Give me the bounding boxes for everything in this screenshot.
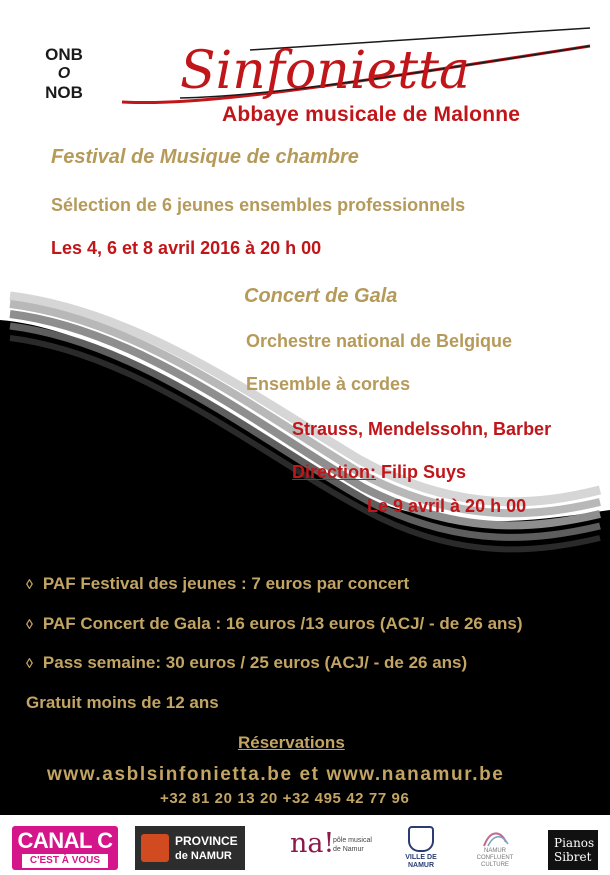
province-crest-icon	[141, 834, 169, 862]
gala-ensemble: Ensemble à cordes	[246, 374, 411, 394]
reservations-heading: Réservations	[238, 733, 345, 752]
paf-gala-text: PAF Concert de Gala : 16 euros /13 euros (ACJ/ - de 26 ans)	[42, 614, 523, 633]
namur-confluent-logo	[470, 826, 520, 869]
pianos-line1: Pianos	[554, 836, 595, 850]
sinfonietta-logo-text: Sinfonietta	[180, 41, 470, 101]
diamond-bullet-icon: ◊	[26, 616, 33, 632]
na-logo-mark: na!	[290, 828, 335, 859]
paf-festival-item	[26, 574, 409, 594]
venue-subtitle: Abbaye musicale de Malonne	[222, 103, 521, 126]
free-entry-text: Gratuit moins de 12 ans	[26, 693, 219, 712]
canal-c-tagline: C'EST À VOUS	[22, 854, 108, 868]
ville-namur-logo	[404, 826, 438, 870]
onb-separator: O	[57, 65, 71, 82]
pianos-sibret-logo	[548, 830, 598, 870]
province-namur-logo	[135, 826, 245, 870]
nob-text: NOB	[45, 83, 83, 102]
na-logo	[290, 828, 372, 859]
pianos-text	[554, 836, 594, 864]
confluent-caption: NAMUR CONFLUENT CULTURE	[476, 848, 514, 868]
pass-item	[26, 653, 467, 673]
diamond-bullet-icon: ◊	[26, 655, 33, 671]
ville-caption: VILLE DE NAMUR	[405, 854, 437, 869]
paf-festival-text: PAF Festival des jeunes : 7 euros par concert	[42, 574, 410, 593]
province-line1: PROVINCE	[175, 834, 238, 848]
pianos-line2: Sibret	[554, 850, 592, 864]
confluent-swirl-icon	[470, 826, 520, 848]
gala-orchestra: Orchestre national de Belgique	[246, 331, 513, 351]
festival-selection: Sélection de 6 jeunes ensembles professionnels	[51, 195, 466, 215]
gala-date: Le 9 avril à 20 h 00	[367, 496, 527, 516]
conductor-name: Filip Suys	[376, 462, 467, 482]
pass-text: Pass semaine: 30 euros / 25 euros (ACJ/ - de 26 ans)	[42, 653, 468, 672]
ville-crest-icon	[408, 826, 434, 852]
websites-link[interactable]: www.asblsinfonietta.be et www.nanamur.be	[47, 764, 505, 785]
na-caption: pôle musical de Namur	[333, 837, 372, 853]
gala-title: Concert de Gala	[244, 285, 398, 307]
paf-gala-item	[26, 614, 523, 634]
onb-nob-logo	[38, 45, 90, 102]
province-line2: de NAMUR	[175, 850, 232, 862]
phone-numbers: +32 81 20 13 20 +32 495 42 77 96	[160, 790, 410, 807]
gala-composers: Strauss, Mendelssohn, Barber	[292, 419, 552, 439]
festival-title: Festival de Musique de chambre	[51, 146, 359, 168]
sinfonietta-logo	[120, 10, 600, 105]
festival-dates: Les 4, 6 et 8 avril 2016 à 20 h 00	[51, 238, 322, 258]
canal-c-logo	[12, 826, 118, 870]
gala-direction	[292, 462, 466, 483]
onb-text: ONB	[45, 45, 83, 64]
direction-label: Direction:	[292, 462, 377, 482]
canal-c-name: CANAL C	[17, 828, 113, 853]
diamond-bullet-icon: ◊	[26, 576, 33, 592]
